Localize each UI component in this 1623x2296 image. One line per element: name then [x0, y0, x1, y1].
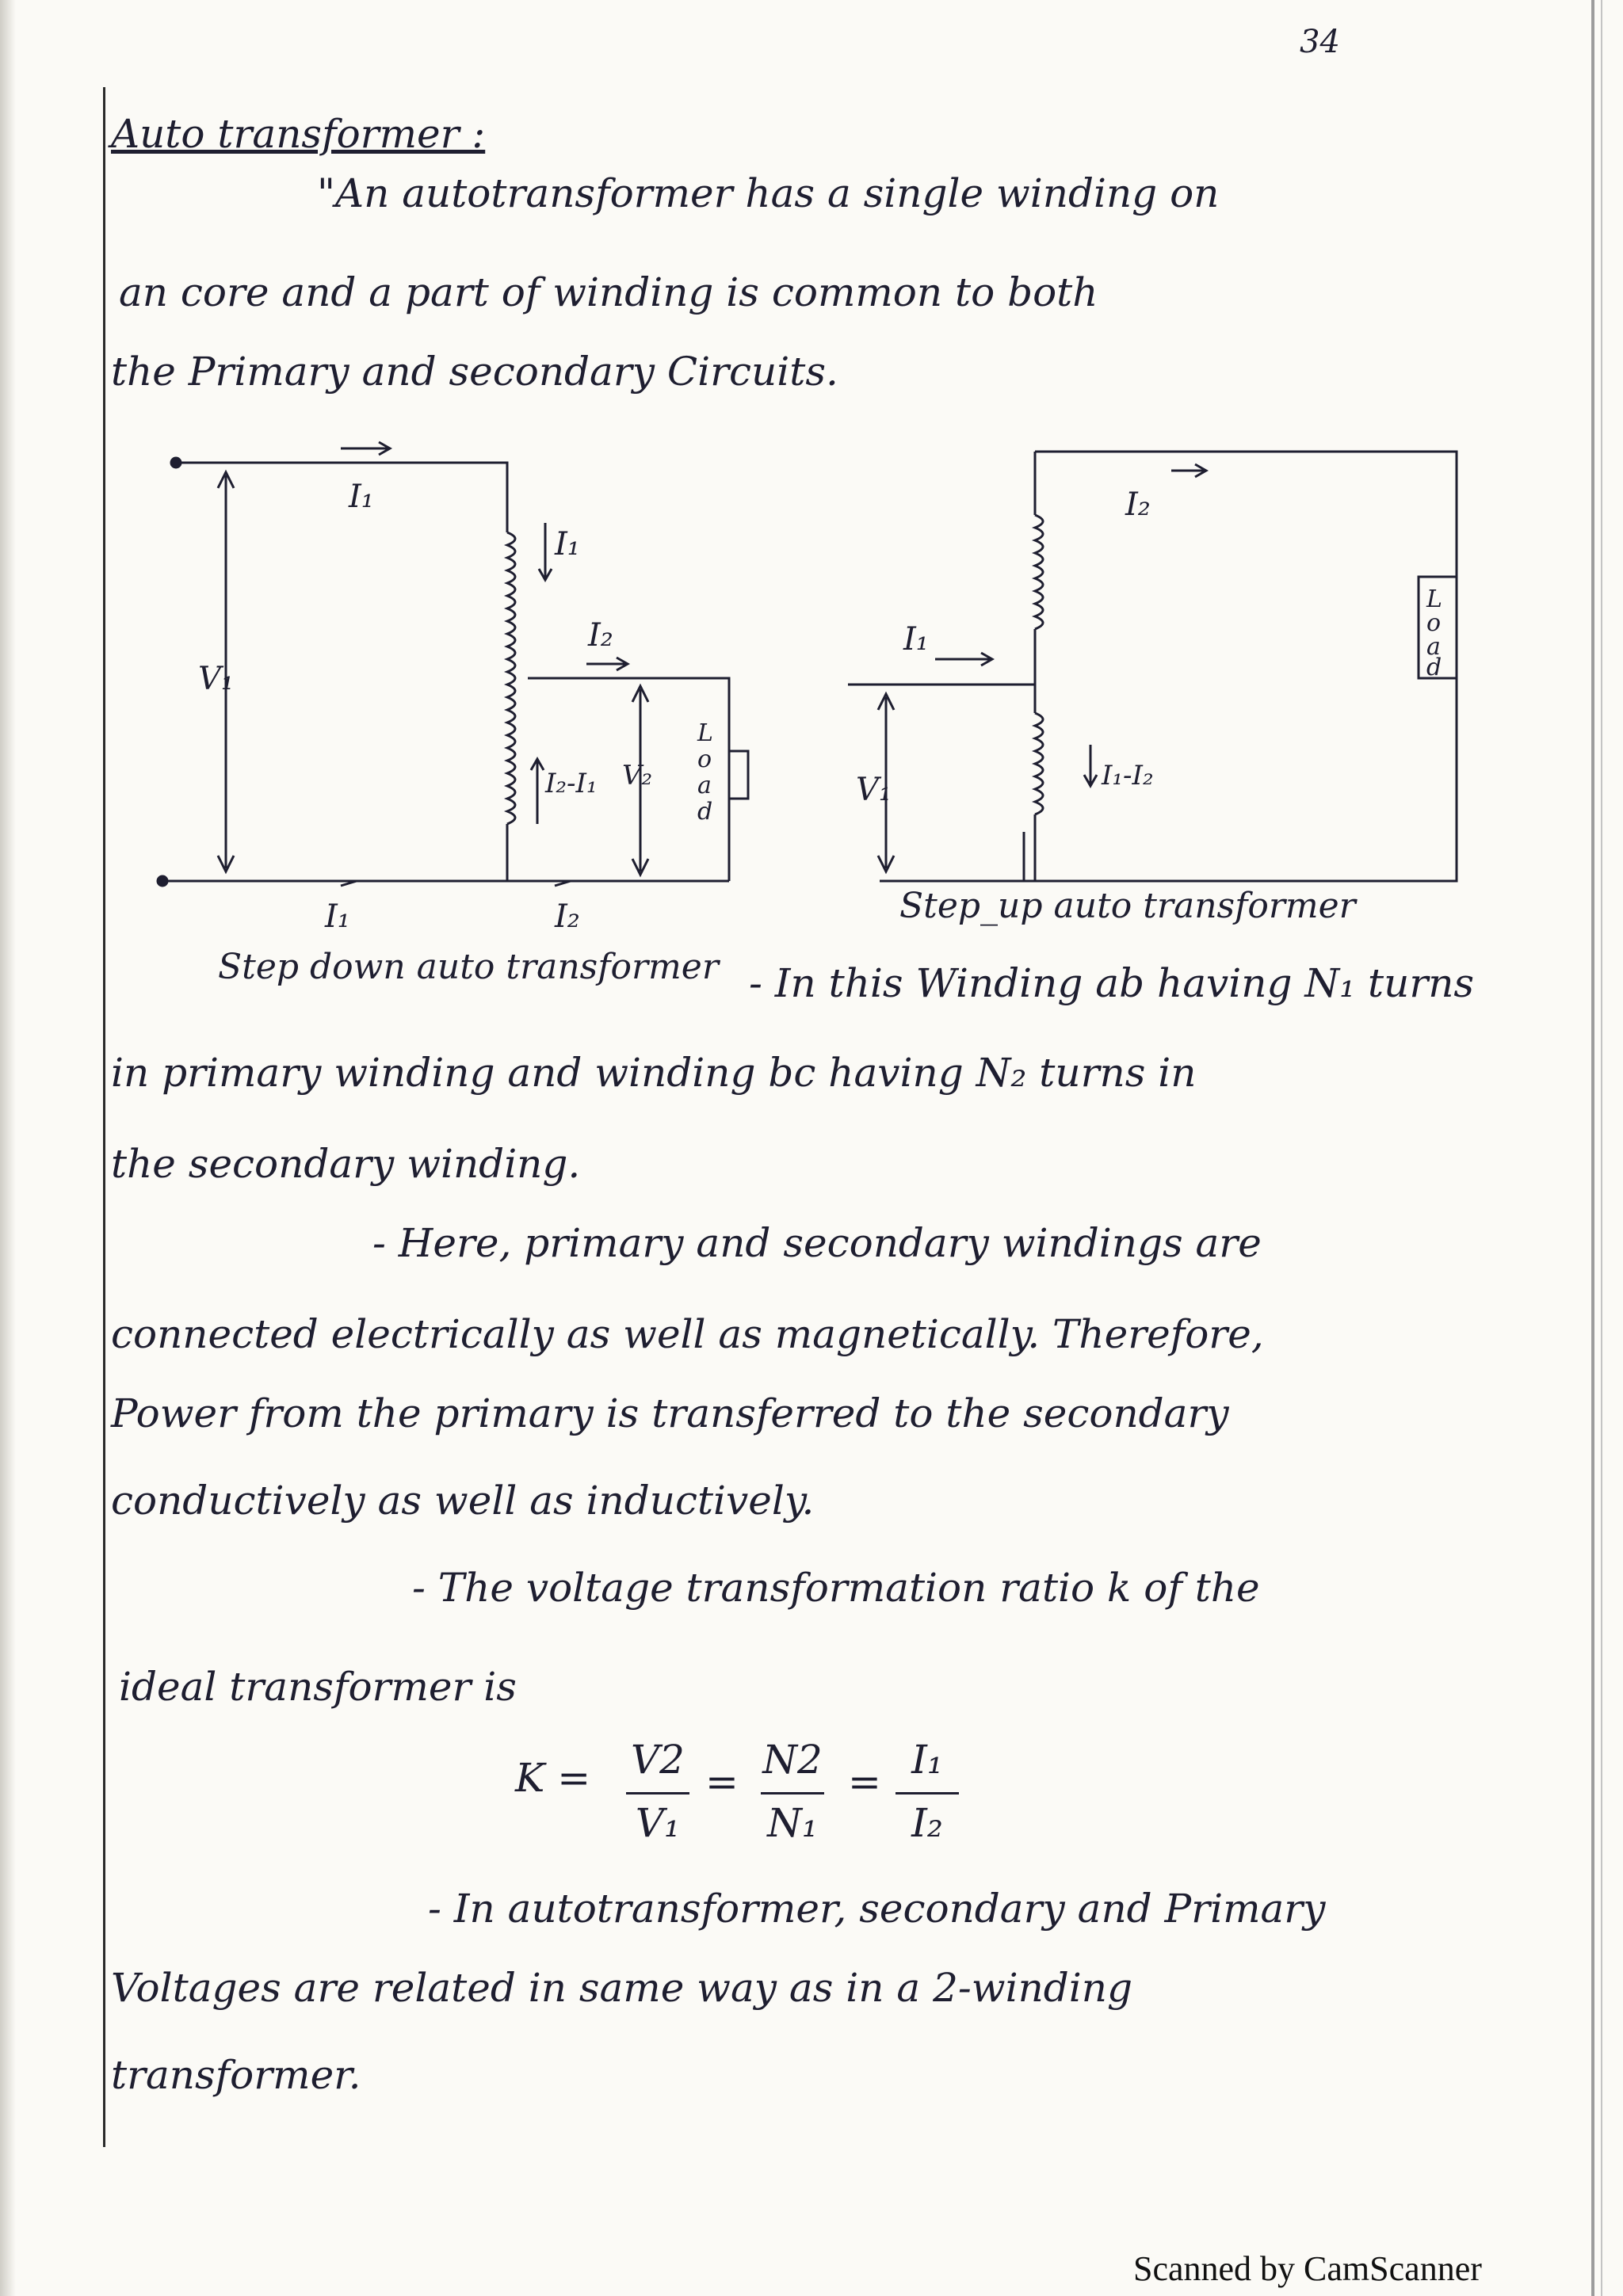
autotransformer-circuit-diagrams	[0, 0, 1623, 1014]
formula-i1: I₁	[911, 1737, 943, 1783]
arrow-i2-top-right	[1171, 464, 1206, 477]
formula-v2: V2	[631, 1737, 685, 1783]
coil-upper	[1035, 515, 1043, 629]
label-v1-left: V₁	[198, 661, 234, 697]
label-i1-bottom: I₁	[325, 898, 350, 935]
fraction-bar-2	[761, 1792, 824, 1794]
label-load-right-o: o	[1426, 609, 1442, 637]
closing-line-1: - In autotransformer, secondary and Primary	[428, 1886, 1326, 1932]
label-load-right-a: a	[1426, 633, 1441, 661]
closing-line-3: transformer.	[111, 2052, 361, 2098]
closing-line-2: Voltages are related in same way as in a 2-winding	[111, 1965, 1132, 2011]
terminal-top-left	[171, 458, 181, 467]
label-i1-coil: I₁	[555, 526, 580, 563]
formula-eq-2: =	[848, 1759, 881, 1805]
body-line-9: ideal transformer is	[119, 1664, 517, 1710]
label-load-right-l: L	[1426, 585, 1442, 613]
arrow-i2-minus-i1	[531, 759, 544, 824]
label-load-left-l: L	[697, 719, 713, 747]
load-box-left	[729, 751, 748, 799]
caption-step-down: Step down auto transformer	[218, 947, 719, 987]
page-number: 34	[1300, 24, 1340, 60]
arrow-i2-tap	[586, 658, 628, 670]
body-line-8: - The voltage transformation ratio k of the	[412, 1565, 1260, 1611]
step-down-circuit	[158, 442, 748, 886]
coil-lower	[1035, 713, 1043, 814]
arrow-i1-minus-i2	[1084, 745, 1097, 786]
body-line-4: - Here, primary and secondary windings are	[372, 1220, 1262, 1266]
arrow-i1-coil	[539, 523, 552, 580]
definition-line-3: the Primary and secondary Circuits.	[111, 349, 838, 395]
body-line-1: - In this Winding ab having N₁ turns	[749, 960, 1475, 1006]
formula-v1: V₁	[635, 1800, 681, 1846]
fraction-bar-1	[626, 1792, 689, 1794]
label-v1-right: V₁	[856, 772, 892, 808]
label-i2-tap: I₂	[588, 617, 613, 654]
definition-line-1: "An autotransformer has a single winding on	[317, 170, 1220, 216]
wire-top-left	[181, 463, 507, 532]
formula-eq-1: =	[705, 1759, 739, 1805]
label-i1-minus-i2: I₁-I₂	[1102, 760, 1154, 791]
label-load-left-o: o	[697, 746, 712, 773]
arrow-i1-in	[935, 653, 992, 666]
wire-right-loop	[1024, 452, 1457, 881]
body-line-5: connected electrically as well as magnetically. Therefore,	[111, 1311, 1264, 1357]
formula-i2: I₂	[911, 1800, 943, 1846]
body-line-7: conductively as well as inductively.	[111, 1478, 815, 1524]
fraction-bar-3	[896, 1792, 959, 1794]
body-line-6: Power from the primary is transferred to the secondary	[111, 1390, 1229, 1436]
label-load-left-d: d	[697, 798, 713, 826]
label-i2-top-right: I₂	[1125, 486, 1151, 523]
arrow-i1-top	[341, 442, 390, 455]
step-up-circuit	[848, 452, 1457, 881]
section-heading: Auto transformer :	[111, 111, 486, 157]
camscanner-watermark: Scanned by CamScanner	[1133, 2249, 1482, 2288]
terminal-bottom-left	[158, 876, 167, 886]
label-i1-in: I₁	[903, 621, 929, 658]
formula-n2: N2	[762, 1737, 823, 1783]
label-v2: V₂	[622, 760, 653, 791]
body-line-3: the secondary winding.	[111, 1141, 581, 1187]
formula-k: K =	[515, 1755, 591, 1801]
coil-step-down	[507, 532, 515, 824]
formula-n1: N₁	[767, 1800, 818, 1846]
label-i1-top: I₁	[349, 479, 374, 515]
label-load-left-a: a	[697, 772, 712, 799]
definition-line-2: an core and a part of winding is common to both	[119, 269, 1098, 315]
body-line-2: in primary winding and winding bc having N₂ turns in	[111, 1050, 1197, 1096]
caption-step-up: Step_up auto transformer	[899, 886, 1356, 926]
label-load-right-d: d	[1426, 654, 1442, 681]
label-i2-bottom: I₂	[555, 898, 580, 935]
label-i2-minus-i1: I₂-I₁	[545, 768, 598, 799]
